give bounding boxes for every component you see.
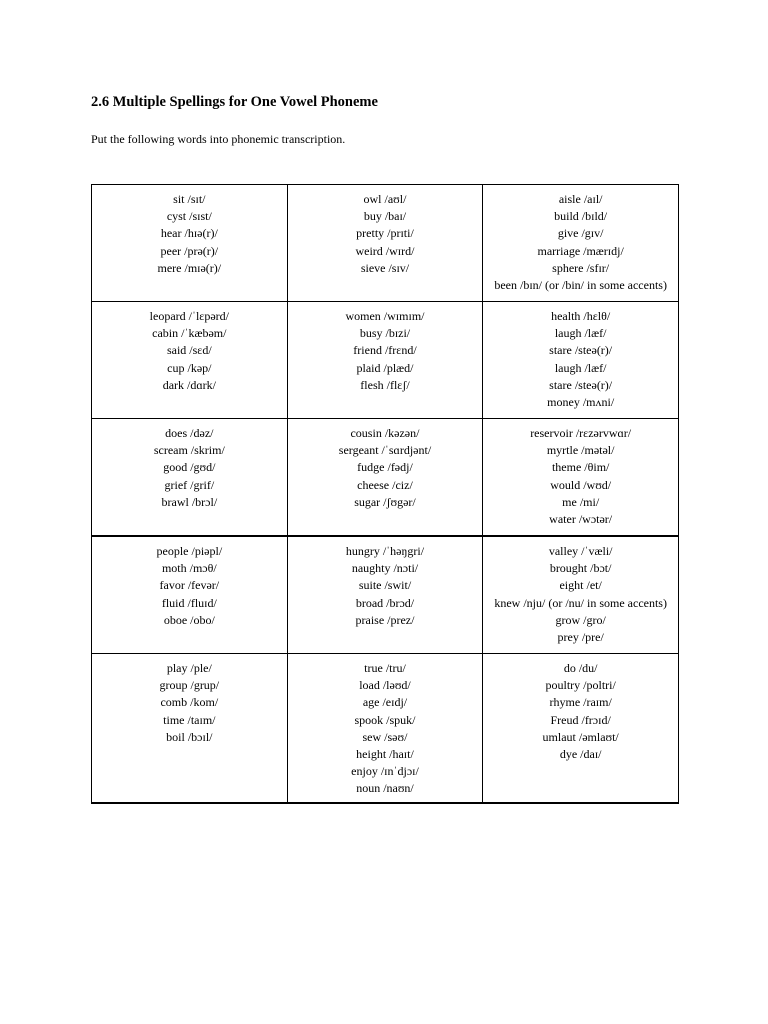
word-transcription: grief /grif/ (164, 477, 215, 492)
word-transcription: myrtle /mətəl/ (546, 443, 615, 458)
word-transcription: people /piəpl/ (156, 544, 223, 558)
word-transcription: age /eɪdj/ (362, 695, 408, 710)
word-transcription: mere /mɪə(r)/ (157, 260, 222, 275)
word-transcription: money /mʌni/ (547, 395, 615, 410)
word-transcription: hungry /ˈhəŋgri/ (345, 544, 425, 558)
word-transcription: does /dəz/ (165, 426, 214, 440)
word-transcription: cyst /sɪst/ (166, 209, 212, 224)
word-transcription: owl /aʊl/ (363, 192, 407, 206)
word-transcription: poultry /poltri/ (545, 678, 616, 693)
table-cell (92, 302, 288, 419)
word-transcription: group /grup/ (159, 678, 220, 693)
table-row (92, 536, 679, 654)
table-cell (92, 419, 288, 537)
word-transcription: suite /swit/ (358, 578, 412, 593)
word-transcription: busy /bɪzi/ (359, 326, 411, 341)
word-transcription: cheese /ciz/ (357, 477, 413, 492)
word-transcription: noun /naʊn/ (356, 781, 414, 796)
instructions-text: Put the following words into phonemic transcription. (91, 132, 346, 146)
table-cell (287, 654, 483, 803)
word-transcription: buy /baɪ/ (363, 209, 407, 224)
word-transcription: brought /bɔt/ (549, 561, 612, 576)
table-row (92, 185, 679, 302)
word-transcription: valley /ˈvæli/ (548, 544, 613, 558)
word-transcription: plaid /plæd/ (356, 360, 414, 375)
table-cell (483, 302, 679, 419)
word-transcription: true /tru/ (364, 661, 406, 675)
word-transcription: health /hɛlθ/ (551, 309, 611, 323)
table-row (92, 302, 679, 419)
word-transcription: rhyme /raɪm/ (549, 695, 612, 710)
word-transcription: flesh /flɛʃ/ (360, 377, 410, 392)
transcription-table (91, 184, 679, 804)
word-transcription: stare /steə(r)/ (549, 377, 613, 392)
word-transcription: fluid /fluɪd/ (161, 595, 217, 610)
word-transcription: dye /daɪ/ (559, 747, 602, 762)
word-transcription: laugh /læf/ (554, 360, 607, 375)
page-title: 2.6 Multiple Spellings for One Vowel Phoneme (91, 94, 378, 110)
word-transcription: cousin /kəzən/ (350, 426, 420, 440)
word-transcription: scream /skrim/ (153, 443, 225, 458)
table-cell (287, 185, 483, 302)
word-transcription: water /wɔtər/ (549, 512, 613, 527)
word-transcription: comb /kom/ (160, 695, 219, 710)
word-transcription: knew /nju/ (or /nu/ in some accents) (494, 595, 667, 610)
table-row (92, 419, 679, 537)
word-transcription: sugar /ʃʊgər/ (354, 494, 416, 509)
word-transcription: cabin /ˈkæbəm/ (152, 326, 227, 341)
word-transcription: give /gɪv/ (557, 226, 604, 241)
table-cell (483, 419, 679, 537)
word-transcription: sew /səʊ/ (362, 729, 408, 744)
word-transcription: build /bɪld/ (554, 209, 608, 224)
word-transcription: fudge /fədj/ (357, 460, 413, 475)
word-transcription: women /wɪmɪm/ (345, 309, 425, 323)
table-cell (483, 185, 679, 302)
word-transcription: umlaut /əmlaʊt/ (542, 729, 619, 744)
word-transcription: moth /mɔθ/ (161, 561, 217, 576)
word-transcription: laugh /læf/ (554, 326, 607, 341)
word-transcription: enjoy /ɪnˈdjɔɪ/ (351, 764, 419, 779)
word-transcription: grow /gro/ (555, 612, 606, 627)
word-transcription: theme /θim/ (551, 460, 610, 475)
table-cell (483, 536, 679, 654)
word-transcription: eight /et/ (559, 578, 602, 593)
word-transcription: pretty /prɪti/ (356, 226, 414, 241)
word-transcription: reservoir /rɛzərvwɑr/ (530, 426, 632, 440)
word-transcription: sphere /sfɪr/ (552, 260, 610, 275)
table-cell (287, 419, 483, 537)
word-transcription: marriage /mærɪdj/ (537, 243, 624, 258)
word-transcription: dark /dɑrk/ (162, 377, 216, 392)
word-transcription: spook /spuk/ (354, 712, 416, 727)
word-transcription: boil /bɔɪl/ (166, 729, 213, 744)
word-transcription: friend /frɛnd/ (353, 343, 417, 358)
word-transcription: would /wʊd/ (550, 477, 612, 492)
word-transcription: oboe /obo/ (163, 612, 215, 627)
word-transcription: brawl /brɔl/ (161, 494, 218, 509)
word-transcription: hear /hɪə(r)/ (160, 226, 218, 241)
word-transcription: do /du/ (563, 661, 598, 675)
word-transcription: sieve /sɪv/ (360, 260, 410, 275)
table-row (92, 654, 679, 803)
word-transcription: cup /kəp/ (167, 360, 212, 375)
word-transcription: time /taɪm/ (163, 712, 216, 727)
word-transcription: naughty /nɔti/ (351, 561, 419, 576)
transcription-table-body (92, 185, 679, 803)
table-cell (92, 536, 288, 654)
word-transcription: height /haɪt/ (356, 747, 414, 762)
word-transcription: aisle /aɪl/ (558, 192, 603, 206)
table-cell (92, 185, 288, 302)
word-transcription: sergeant /ˈsɑrdjənt/ (338, 443, 432, 458)
word-transcription: said /sɛd/ (166, 343, 212, 358)
word-transcription: me /mi/ (562, 494, 600, 509)
word-transcription: leopard /ˈlɛpərd/ (149, 309, 229, 323)
word-transcription: prey /pre/ (557, 630, 604, 645)
table-cell (483, 654, 679, 803)
word-transcription: sit /sɪt/ (173, 192, 206, 206)
table-cell (92, 654, 288, 803)
word-transcription: load /ləʊd/ (359, 678, 411, 693)
word-transcription: Freud /frɔɪd/ (550, 712, 611, 727)
word-transcription: been /bɪn/ (or /bin/ in some accents) (494, 278, 667, 293)
word-transcription: weird /wɪrd/ (355, 243, 415, 258)
word-transcription: stare /steə(r)/ (549, 343, 613, 358)
word-transcription: broad /brɔd/ (355, 595, 415, 610)
word-transcription: favor /fevər/ (159, 578, 220, 593)
table-cell (287, 536, 483, 654)
word-transcription: play /ple/ (166, 661, 212, 675)
word-transcription: praise /prez/ (355, 612, 415, 627)
word-transcription: good /gʊd/ (163, 460, 216, 475)
word-transcription: peer /prə(r)/ (160, 243, 219, 258)
table-cell (287, 302, 483, 419)
